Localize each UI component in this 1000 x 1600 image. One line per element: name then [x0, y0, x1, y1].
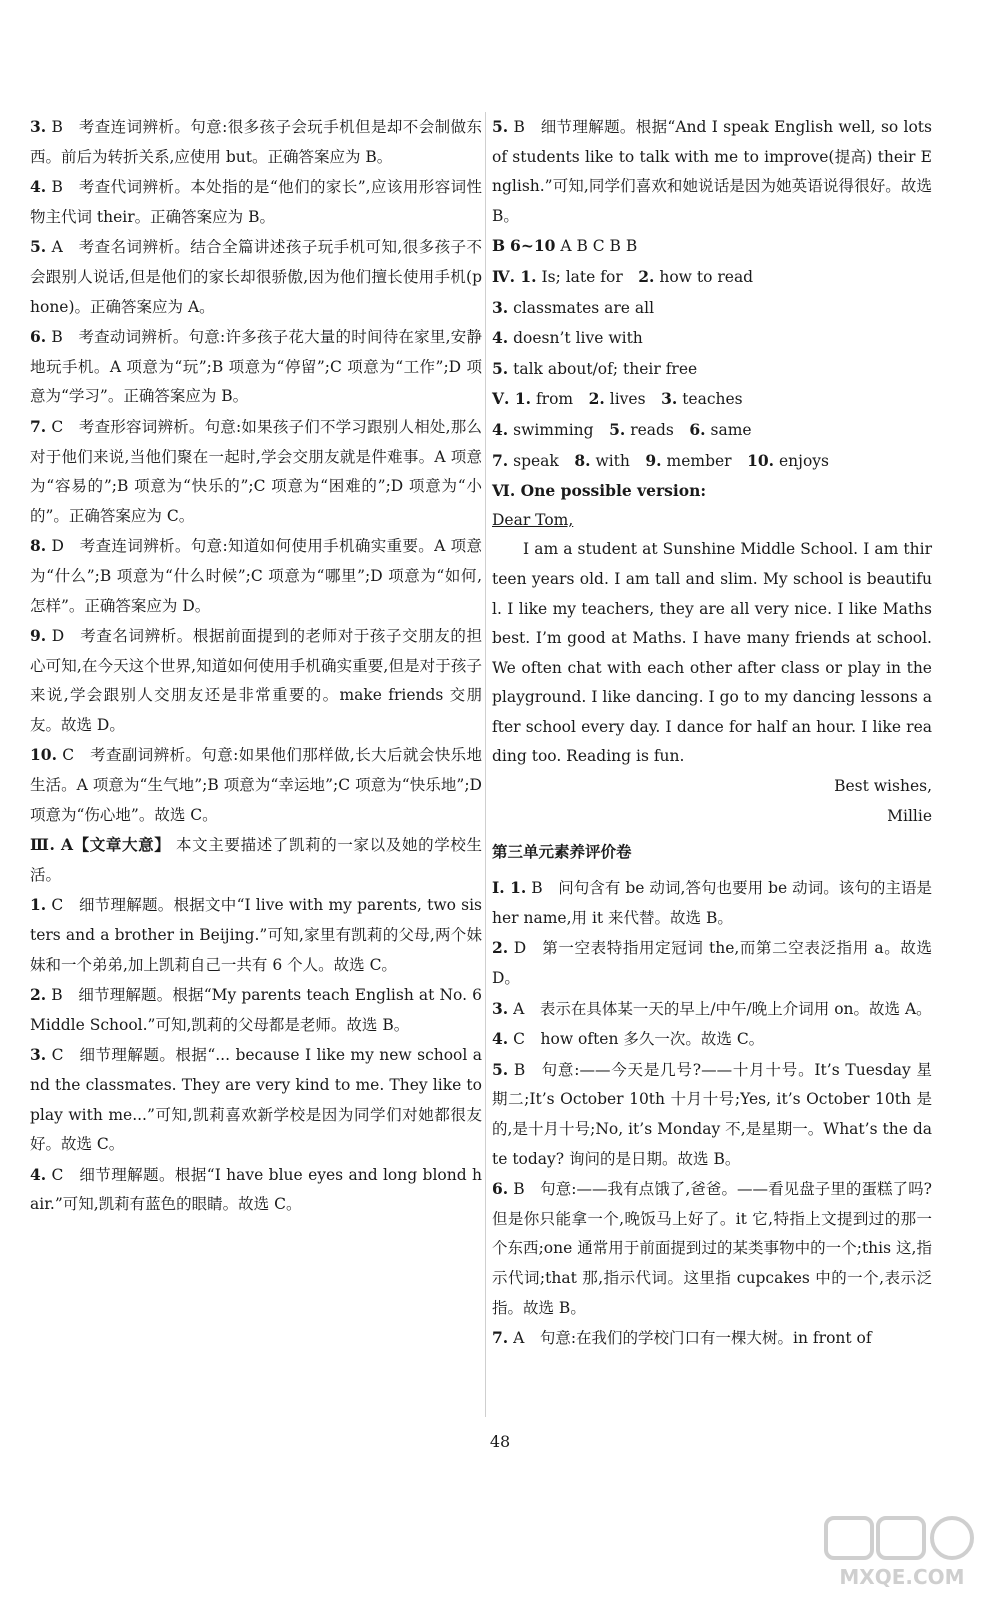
left-column	[30, 112, 482, 1220]
word-answer: enjoys	[778, 451, 829, 470]
word-answer: lives	[609, 390, 646, 409]
item-number: Ⅰ. 1.	[492, 878, 527, 898]
item-explanation: how often 多久一次。故选 C。	[540, 1030, 765, 1049]
item-number: 5.	[492, 117, 509, 136]
item-answer: D	[51, 627, 65, 646]
item-number: 3.	[492, 998, 509, 1018]
item-number: 2.	[492, 938, 509, 958]
range-numbers: 6~10	[510, 236, 556, 256]
column-divider	[485, 112, 486, 1417]
item-answer: B	[513, 118, 525, 136]
item-explanation: 细节理解题。根据“... because I like my new school and the classmates. They are very kind to me. They like to play with me...”可知,凯莉喜欢新学校是因为同学们对她都很友好。故选 C。	[30, 1046, 483, 1154]
item-explanation: 考查名词辨析。结合全篇讲述孩子玩手机可知,很多孩子不会跟别人说话,但是他们的家长却很骄傲,因为他们擅长使用手机(phone)。正确答案应为 A。	[30, 238, 482, 316]
item-explanation: 细节理解题。根据文中“I live with my parents, two sisters and a brother in Beijing.”可知,家里有凯莉的父母,两个妹妹和一个弟弟,加上凯莉自己一共有 6 个人。故选 C。	[30, 896, 482, 974]
right-column	[492, 112, 932, 1354]
item-answer: B	[513, 1180, 525, 1199]
blank-answer: talk about/of; their free	[513, 359, 698, 378]
letter-closing: Best wishes,	[834, 777, 932, 796]
item-number: 3.	[30, 1045, 47, 1065]
item-number: 4.	[492, 1029, 509, 1049]
word-number: 6.	[689, 419, 706, 439]
answer-item	[30, 232, 482, 322]
item-number: 5.	[30, 237, 47, 257]
answer-range-row	[492, 231, 932, 262]
word-answer: reads	[630, 420, 674, 439]
item-answer: B	[513, 1060, 526, 1079]
item-number: 8.	[30, 536, 47, 556]
item-answer: B	[51, 986, 63, 1005]
item-explanation: 本文主要描述了凯莉的一家以及她的学校生活。	[30, 836, 482, 884]
item-explanation: 细节理解题。根据“My parents teach English at No. 6 Middle School.”可知,凯莉的父母都是老师。故选 B。	[30, 986, 482, 1034]
item-answer: C	[51, 896, 64, 915]
item-explanation: 表示在具体某一天的早上/中午/晚上介词用 on。故选 A。	[539, 999, 932, 1018]
word-answer: same	[710, 420, 752, 439]
item-answer: A	[51, 238, 63, 257]
item-answer: B	[51, 118, 63, 136]
item-answer: B	[531, 879, 543, 898]
answer-item	[30, 830, 482, 890]
item-explanation: 考查连词辨析。句意:知道如何使用手机确实重要。A 项意为“什么”;B 项意为“什么时候”;C 项意为“哪里”;D 项意为“如何,怎样”。正确答案应为 D。	[30, 537, 482, 615]
item-number: 3.	[30, 117, 47, 136]
item-number: 4.	[30, 177, 47, 197]
fill-blank-row	[492, 323, 932, 354]
answer-item	[30, 1160, 482, 1220]
item-explanation: 句意:在我们的学校门口有一棵大树。in front of	[539, 1329, 872, 1348]
item-number: 5.	[492, 1059, 509, 1079]
fill-blank-row	[492, 354, 932, 385]
word-number: 2.	[588, 389, 605, 409]
answer-item	[30, 890, 482, 980]
word-answer: speak	[513, 451, 559, 470]
word-number: 10.	[747, 450, 775, 470]
item-answer: A	[513, 1329, 525, 1348]
item-number: 4.	[30, 1164, 47, 1184]
item-explanation: 细节理解题。根据“And I speak English well, so lots of students like to talk with me to improve(提高) their English.”可知,同学们喜欢和她说话是因为她英语说得很好。故选 B。	[492, 118, 932, 225]
word-number: 9.	[645, 450, 662, 470]
watermark-logo	[822, 1514, 982, 1592]
blank-answer: doesn’t live with	[513, 329, 643, 348]
word-form-row	[492, 384, 932, 415]
letter-signature: Millie	[887, 806, 932, 825]
item-number: 7.	[30, 416, 47, 436]
writing-heading: Ⅵ. One possible version:	[492, 481, 707, 501]
item-answer: C	[51, 417, 64, 436]
word-number: Ⅴ. 1.	[492, 389, 531, 409]
page-number: 48	[489, 1432, 511, 1451]
item-explanation: 第一空表特指用定冠词 the,而第二空表泛指用 a。故选 D。	[492, 939, 932, 988]
item-explanation: 考查副词辨析。句意:如果他们那样做,长大后就会快乐地生活。A 项意为“生气地”;B 项意为“幸运地”;C 项意为“快乐地”;D 项意为“伤心地”。故选 C。	[30, 746, 482, 824]
blank-number: 4.	[492, 328, 509, 348]
answer-item	[492, 1174, 932, 1323]
item-answer: D	[513, 939, 527, 958]
answer-item	[492, 873, 932, 933]
blank-number: 3.	[492, 297, 509, 317]
answer-item	[30, 740, 482, 830]
answer-item	[492, 112, 932, 231]
item-number: 1.	[30, 895, 47, 915]
watermark-box-1	[826, 1518, 872, 1558]
item-number: 6.	[30, 327, 47, 347]
watermark-box-2	[878, 1518, 924, 1558]
item-explanation: 句意:——我有点饿了,爸爸。——看见盘子里的蛋糕了吗?但是你只能拿一个,晚饭马上好了。it 它,特指上文提到过的那一个东西;one 通常用于前面提到过的某类事物中的一个;this 这,指示代词;that 那,指示代词。这里指 cupcakes 中的一个,表示泛指。故选 B。	[492, 1180, 932, 1317]
answer-item	[492, 1024, 932, 1055]
item-explanation: 考查代词辨析。本处指的是“他们的家长”,应该用形容词性物主代词 their。正确答案应为 B。	[30, 178, 482, 226]
item-number: 10.	[30, 745, 57, 765]
answer-item	[30, 1040, 482, 1159]
blank-number: Ⅳ. 1.	[492, 266, 537, 286]
answer-item	[30, 621, 482, 740]
letter-greeting: Dear Tom,	[492, 510, 574, 529]
item-explanation: 句意:——今天是几号?——十月十号。It’s Tuesday 星期二;It’s October 10th 十月十号;Yes, it’s October 10th 是的,是十月十号;No, it’s Monday 不,是星期一。What’s the date today? 询问的是日期。故选 B。	[492, 1060, 932, 1168]
range-answers: A B C B B	[560, 237, 638, 256]
blank-number: 5.	[492, 358, 509, 378]
word-number: 8.	[574, 450, 591, 470]
item-answer: D	[51, 537, 64, 556]
item-explanation: 考查动词辨析。句意:许多孩子花大量的时间待在家里,安静地玩手机。A 项意为“玩”;B 项意为“停留”;C 项意为“工作”;D 项意为“学习”。正确答案应为 B。	[30, 328, 482, 406]
answer-item	[30, 322, 482, 412]
item-number: 6.	[492, 1179, 509, 1199]
word-answer: teaches	[682, 390, 743, 409]
answer-item	[492, 1323, 932, 1354]
answer-item	[30, 412, 482, 531]
item-number: 9.	[30, 626, 47, 646]
item-number: 7.	[492, 1328, 509, 1348]
item-answer: B	[51, 328, 63, 347]
item-answer: A	[513, 999, 525, 1018]
section-title: 第三单元素养评价卷	[492, 843, 632, 862]
item-answer: B	[51, 178, 63, 197]
word-answer: from	[535, 390, 574, 409]
item-answer: C	[513, 1030, 525, 1049]
word-answer: swimming	[513, 420, 594, 439]
answer-item	[492, 994, 932, 1025]
word-form-row	[492, 446, 932, 477]
blank-number: 2.	[638, 266, 655, 286]
word-number: 7.	[492, 450, 509, 470]
blank-answer: classmates are all	[513, 298, 655, 317]
watermark-circle	[932, 1518, 972, 1558]
item-answer: C	[51, 1046, 64, 1065]
answer-item	[30, 172, 482, 232]
answer-item	[30, 531, 482, 621]
letter-body: I am a student at Sunshine Middle School. I am thirteen years old. I am tall and slim. My school is beautiful. I like my teachers, they are all very nice. I like Maths best. I’m good at Maths. I have many friends at school. We often chat with each other after class or play in the playground. I like dancing. I go to my dancing lessons after school every day. I dance for half an hour. I like reading too. Reading is fun.	[492, 540, 932, 766]
item-explanation: 考查连词辨析。句意:很多孩子会玩手机但是却不会制做东西。前后为转折关系,应使用 but。正确答案应为 B。	[30, 118, 482, 166]
word-answer: with	[595, 451, 630, 470]
item-explanation: 问句含有 be 动词,答句也要用 be 动词。该句的主语是 her name,用 it 来代替。故选 B。	[492, 879, 932, 927]
item-answer: C	[51, 1165, 64, 1184]
answer-item	[30, 980, 482, 1040]
blank-answer: how to read	[659, 267, 754, 286]
watermark-text: MXQE.COM	[839, 1565, 965, 1589]
word-answer: member	[666, 451, 732, 470]
answer-item	[30, 112, 482, 172]
item-number: 2.	[30, 985, 47, 1005]
answer-item	[492, 933, 932, 993]
word-number: 4.	[492, 419, 509, 439]
range-label: B	[492, 236, 506, 256]
item-explanation: 考查形容词辨析。句意:如果孩子们不学习跟别人相处,那么对于他们来说,当他们聚在一起时,学会交朋友就是件难事。A 项意为“容易的”;B 项意为“快乐的”;C 项意为“困难的”;D 项意为“小的”。正确答案应为 C。	[30, 417, 482, 525]
answer-item	[492, 1055, 932, 1174]
word-form-row	[492, 415, 932, 446]
item-explanation: 考查名词辨析。根据前面提到的老师对于孩子交朋友的担心可知,在今天这个世界,知道如何使用手机确实重要,但是对于孩子来说,学会跟别人交朋友还是非常重要的。make friends 交朋友。故选 D。	[30, 627, 482, 734]
item-explanation: 细节理解题。根据“I have blue eyes and long blond hair.”可知,凯莉有蓝色的眼睛。故选 C。	[30, 1165, 482, 1214]
item-answer: C	[62, 746, 75, 765]
fill-blank-row	[492, 293, 932, 324]
word-number: 5.	[609, 419, 626, 439]
word-number: 3.	[661, 389, 678, 409]
fill-blank-row	[492, 262, 932, 293]
blank-answer: Is; late for	[541, 267, 623, 286]
item-number: Ⅲ. A【文章大意】	[30, 835, 171, 855]
